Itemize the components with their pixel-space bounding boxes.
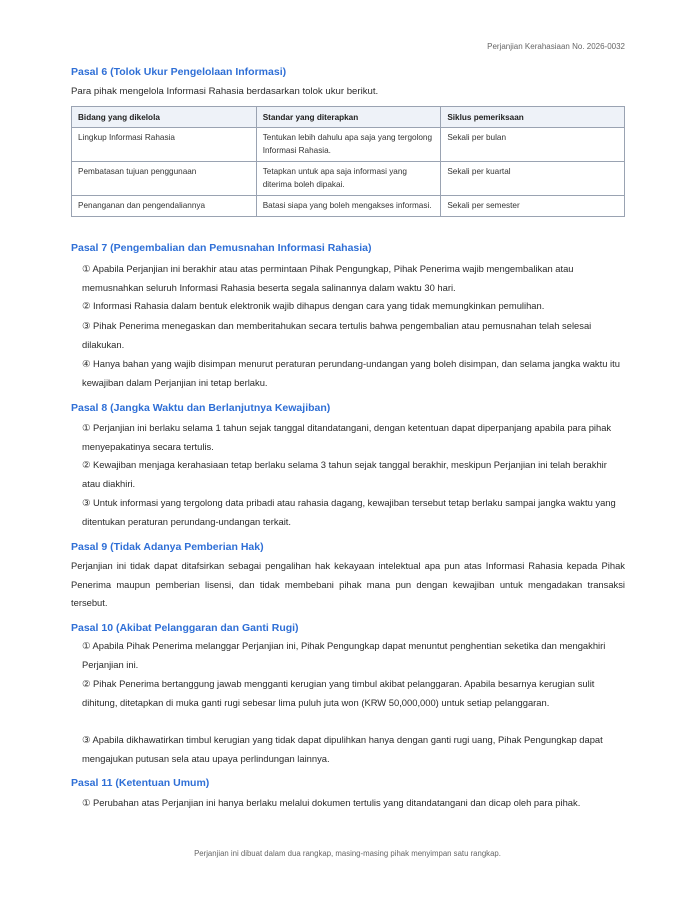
table-cell: Tentukan lebih dahulu apa saja yang tergolong Informasi Rahasia. <box>256 128 441 162</box>
table-cell: Sekali per semester <box>441 196 625 217</box>
table-cell: Tetapkan untuk apa saja informasi yang diterima boleh dipakai. <box>256 162 441 196</box>
article-10-item-2: ② Pihak Penerima bertanggung jawab mengganti kerugian yang timbul akibat pelanggaran. Apabila besarnya kerugian sulit dihitung, ditetapkan di muka ganti rugi sebesar lima puluh juta won (KRW 50,000,000) untuk setiap pelanggaran. <box>82 678 595 708</box>
table-cell: Pembatasan tujuan penggunaan <box>72 162 257 196</box>
table-row <box>72 196 625 217</box>
table-header-cell: Bidang yang dikelola <box>72 107 257 128</box>
article-10-title: Pasal 10 (Akibat Pelanggaran dan Ganti Rugi) <box>71 622 299 634</box>
article-7-item-1: ① Apabila Perjanjian ini berakhir atau atas permintaan Pihak Pengungkap, Pihak Penerima wajib mengembalikan atau memusnahkan seluruh Informasi Rahasia beserta segala salinannya dalam waktu 30 hari. <box>82 263 574 293</box>
table-header-cell: Siklus pemeriksaan <box>441 107 625 128</box>
table-cell: Penanganan dan pengendaliannya <box>72 196 257 217</box>
article-11-item-1: ① Perubahan atas Perjanjian ini hanya berlaku melalui dokumen tertulis yang ditandatangani dan dicap oleh para pihak. <box>82 797 581 808</box>
article-11-title: Pasal 11 (Ketentuan Umum) <box>71 777 210 789</box>
article-10-item-3: ③ Apabila dikhawatirkan timbul kerugian yang tidak dapat dipulihkan hanya dengan ganti rugi uang, Pihak Pengungkap dapat mengajukan putusan sela atau upaya perlindungan lainnya. <box>82 734 603 764</box>
table-header-row <box>72 107 625 128</box>
article-7-title: Pasal 7 (Pengembalian dan Pemusnahan Informasi Rahasia) <box>71 242 372 254</box>
table-header-cell: Standar yang diterapkan <box>256 107 441 128</box>
article-6-intro: Para pihak mengelola Informasi Rahasia berdasarkan tolok ukur berikut. <box>71 86 379 97</box>
table-cell: Sekali per kuartal <box>441 162 625 196</box>
management-standards-table <box>71 106 625 217</box>
article-8-item-1: ① Perjanjian ini berlaku selama 1 tahun sejak tanggal ditandatangani, dengan ketentuan dapat diperpanjang apabila para pihak menyepakatinya secara tertulis. <box>82 422 612 452</box>
table-cell: Batasi siapa yang boleh mengakses informasi. <box>256 196 441 217</box>
article-8-item-2: ② Kewajiban menjaga kerahasiaan tetap berlaku selama 3 tahun sejak tanggal berakhir, meskipun Perjanjian ini telah berakhir atau diakhiri. <box>82 459 607 489</box>
document-number: Perjanjian Kerahasiaan No. 2026-0032 <box>487 42 625 51</box>
article-7-item-2: ② Informasi Rahasia dalam bentuk elektronik wajib dihapus dengan cara yang tidak memungkinkan pemulihan. <box>82 300 545 311</box>
table-cell: Lingkup Informasi Rahasia <box>72 128 257 162</box>
page-footer: Perjanjian ini dibuat dalam dua rangkap, masing-masing pihak menyimpan satu rangkap. <box>194 849 501 858</box>
article-10-item-1: ① Apabila Pihak Penerima melanggar Perjanjian ini, Pihak Pengungkap dapat menuntut penghentian seketika dan mengakhiri Perjanjian ini. <box>82 640 606 670</box>
table-row <box>72 128 625 162</box>
table-row <box>72 162 625 196</box>
article-8-item-3: ③ Untuk informasi yang tergolong data pribadi atau rahasia dagang, kewajiban tersebut tetap berlaku sampai jangka waktu yang ditentukan peraturan perundang-undangan terkait. <box>82 497 616 527</box>
article-8-title: Pasal 8 (Jangka Waktu dan Berlanjutnya Kewajiban) <box>71 402 331 414</box>
article-7-item-3: ③ Pihak Penerima menegaskan dan memberitahukan secara tertulis bahwa pengembalian atau pemusnahan telah selesai dilakukan. <box>82 320 592 350</box>
article-9-title: Pasal 9 (Tidak Adanya Pemberian Hak) <box>71 541 264 553</box>
article-7-item-4: ④ Hanya bahan yang wajib disimpan menurut peraturan perundang-undangan yang boleh disimpan, dan selama jangka waktu itu kewajiban dalam Perjanjian ini tetap berlaku. <box>82 358 620 388</box>
table-cell: Sekali per bulan <box>441 128 625 162</box>
article-9-text: Perjanjian ini tidak dapat ditafsirkan sebagai pengalihan hak kekayaan intelektual apa pun atas Informasi Rahasia kepada Pihak Penerima maupun pemberian lisensi, dan tidak membebani pihak mana pun dengan kewajiban untuk mengadakan transaksi tersebut. <box>71 560 625 608</box>
article-6-title: Pasal 6 (Tolok Ukur Pengelolaan Informasi) <box>71 66 287 78</box>
